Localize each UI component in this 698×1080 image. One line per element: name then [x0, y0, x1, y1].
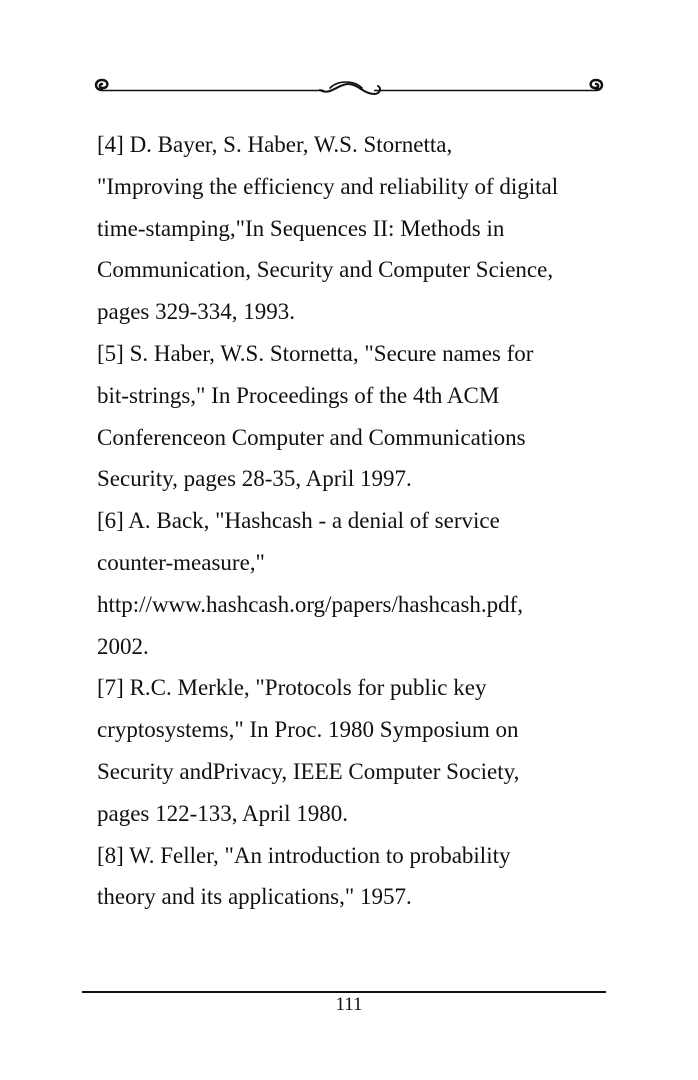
reference-line: "Improving the efficiency and reliability of digital [97, 173, 559, 199]
reference-line: cryptosystems," In Proc. 1980 Symposium on [97, 717, 519, 743]
reference-line: pages 122-133, April 1980. [97, 800, 349, 826]
reference-line: time-stamping,"In Sequences II: Methods in [97, 215, 505, 241]
reference-line: [4] D. Bayer, S. Haber, W.S. Stornetta, [97, 132, 453, 157]
reference-line: Security, pages 28-35, April 1997. [97, 466, 412, 492]
header-ornament-divider [92, 74, 606, 104]
reference-line: [5] S. Haber, W.S. Stornetta, "Secure names for [97, 340, 534, 366]
reference-line: theory and its applications," 1957. [97, 884, 412, 910]
reference-entry [97, 500, 617, 667]
reference-entry [97, 333, 617, 500]
reference-line: counter-measure," [97, 549, 265, 575]
reference-line: [8] W. Feller, "An introduction to probability [97, 842, 511, 868]
page-number: 111 [335, 994, 363, 1015]
reference-entry [97, 835, 617, 919]
reference-line: Conferenceon Computer and Communications [97, 424, 526, 450]
reference-line: [6] A. Back, "Hashcash - a denial of service [97, 508, 500, 534]
reference-line: bit-strings," In Proceedings of the 4th ACM [97, 382, 500, 408]
reference-line: 2002. [97, 633, 149, 659]
reference-list [97, 124, 617, 918]
reference-entry [97, 124, 617, 333]
reference-line: Security andPrivacy, IEEE Computer Society, [97, 758, 520, 784]
footer-rule [82, 991, 606, 993]
reference-line: [7] R.C. Merkle, "Protocols for public key [97, 675, 487, 701]
reference-entry [97, 667, 617, 834]
reference-line: Communication, Security and Computer Science, [97, 257, 554, 283]
reference-line: pages 329-334, 1993. [97, 299, 296, 325]
reference-line: http://www.hashcash.org/papers/hashcash.pdf, [97, 591, 524, 617]
